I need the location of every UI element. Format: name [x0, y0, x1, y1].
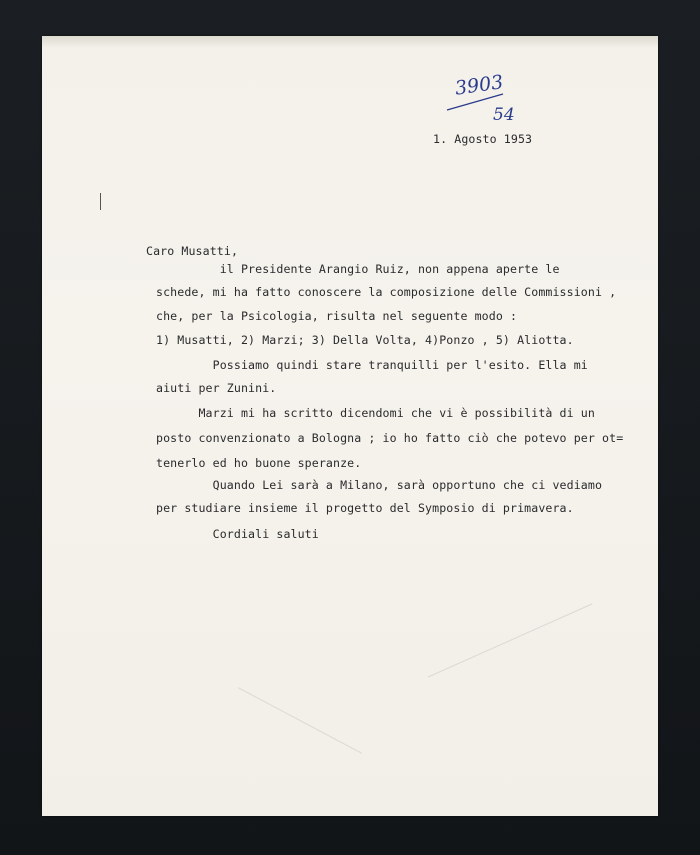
body-line: Possiamo quindi stare tranquilli per l'esito. Ella mi — [156, 358, 588, 372]
body-line: 1) Musatti, 2) Marzi; 3) Della Volta, 4)Ponzo , 5) Aliotta. — [156, 333, 574, 347]
body-line: schede, mi ha fatto conoscere la composizione delle Commissioni , — [156, 285, 617, 299]
body-line: il Presidente Arangio Ruiz, non appena aperte le — [156, 262, 560, 276]
body-line: Quando Lei sarà a Milano, sarà opportuno che ci vediamo — [156, 478, 603, 492]
archive-number-graphic — [445, 70, 525, 126]
letter-page — [42, 36, 658, 816]
body-line: aiuti per Zunini. — [156, 381, 277, 395]
archive-number-top: 3903 — [453, 71, 505, 100]
body-line: Marzi mi ha scritto dicendomi che vi è possibilità di un — [156, 406, 595, 420]
body-line: tenerlo ed ho buone speranze. — [156, 456, 362, 470]
body-line: per studiare insieme il progetto del Symposio di primavera. — [156, 501, 574, 515]
archive-number-bottom: 54 — [493, 105, 515, 125]
letter-salutation: Caro Musatti, — [146, 244, 239, 258]
handwritten-archive-number — [445, 70, 525, 126]
body-line: che, per la Psicologia, risulta nel seguente modo : — [156, 309, 518, 323]
letter-date: 1. Agosto 1953 — [433, 132, 533, 146]
margin-tick-mark — [100, 193, 101, 210]
body-line: posto convenzionato a Bologna ; io ho fatto ciò che potevo per ot= — [156, 431, 624, 445]
body-line: Cordiali saluti — [156, 527, 319, 541]
